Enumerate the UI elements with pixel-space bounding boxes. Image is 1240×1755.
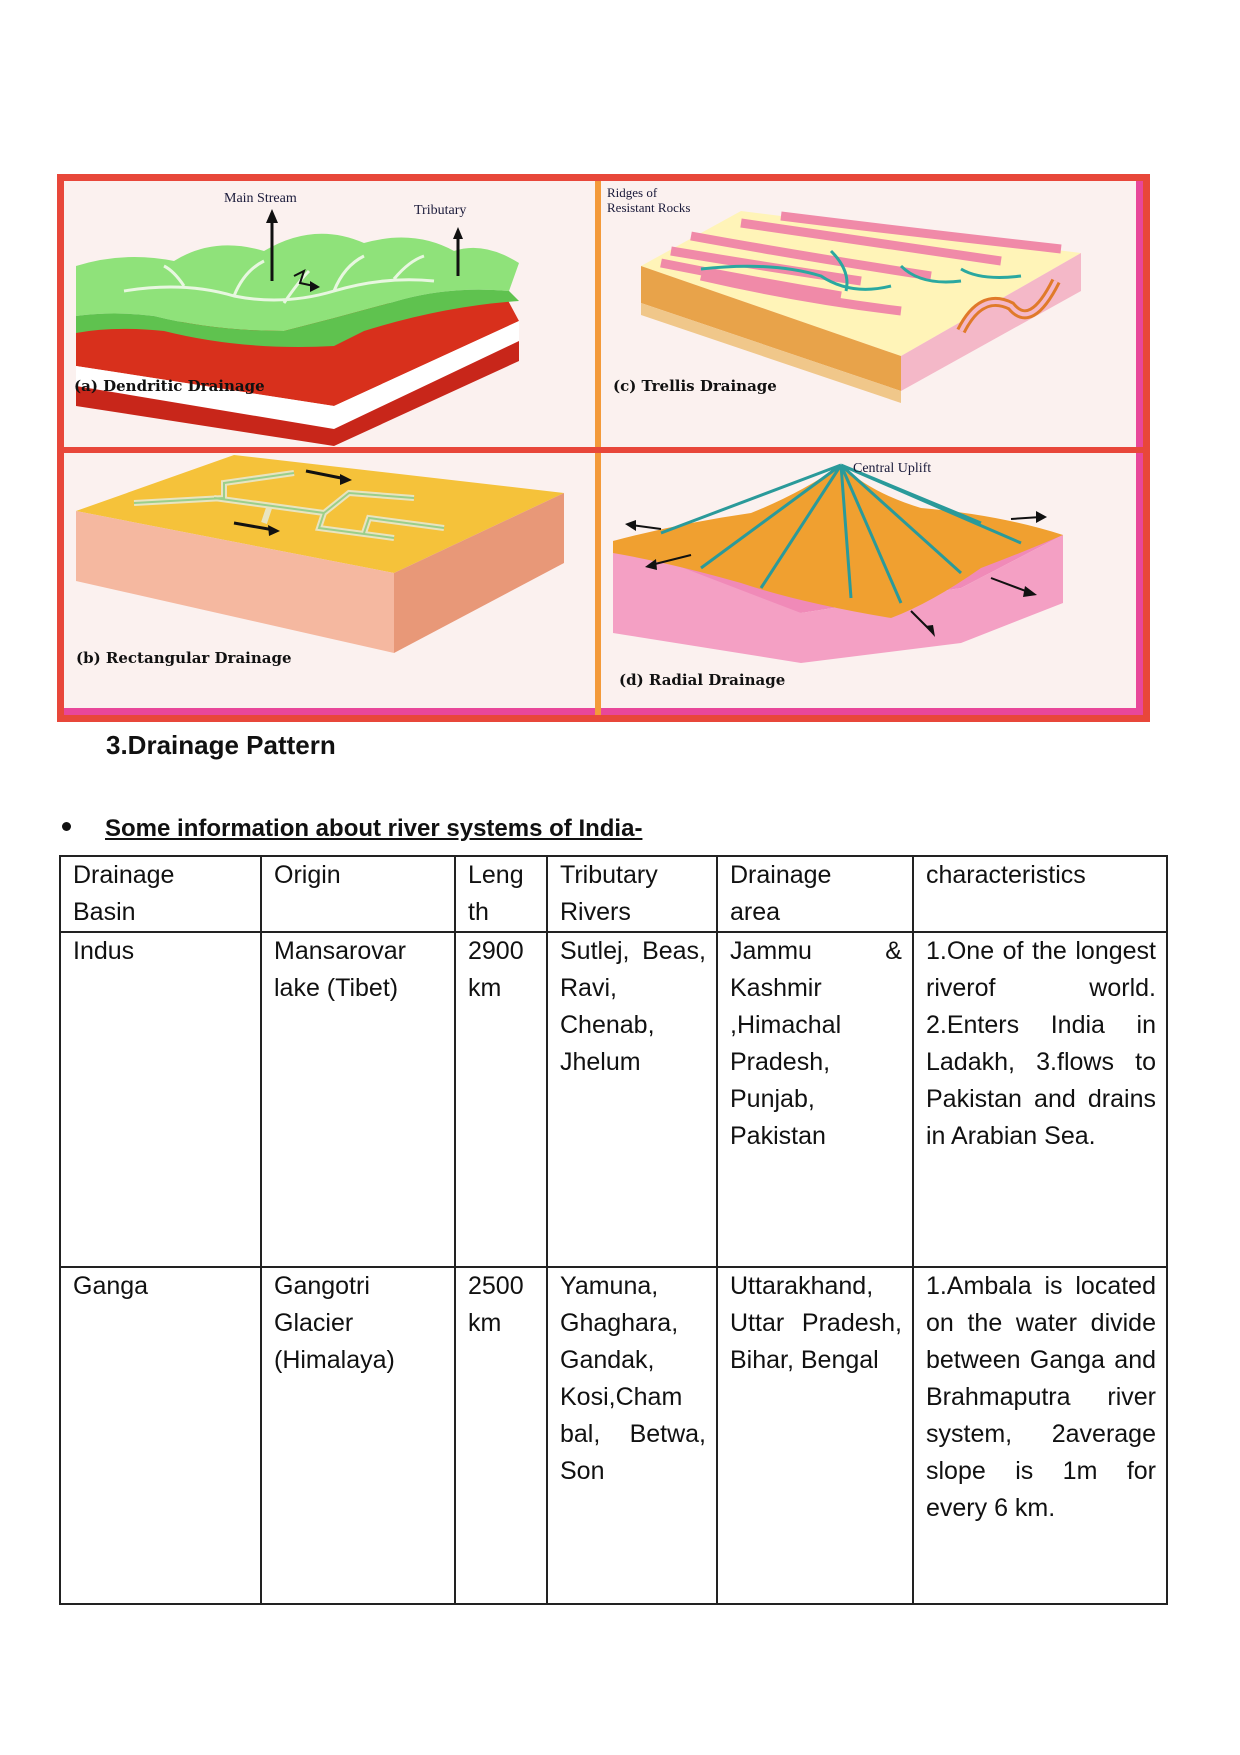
header-tributary-rivers: Tributary Rivers [547, 856, 717, 932]
bullet-icon [62, 822, 71, 831]
drainage-pattern-figure [57, 174, 1150, 722]
cell-basin: Indus [60, 932, 261, 1267]
cell-area: Jammu & Kashmir ,Himachal Pradesh, Punjab, Pakistan [717, 932, 913, 1267]
cell-characteristics: 1.One of the longest riverof world. 2.Enters India in Ladakh, 3.flows to Pakistan and drains in Arabian Sea. [913, 932, 1167, 1267]
panel-dendritic [64, 181, 595, 447]
trellis-illustration [601, 181, 1143, 447]
header-origin: Origin [261, 856, 455, 932]
table-row [60, 932, 1167, 1267]
river-systems-table [59, 855, 1168, 1605]
cell-characteristics: 1.Ambala is located on the water divide between Ganga and Brahmaputra river system, 2average slope is 1m for every 6 km. [913, 1267, 1167, 1604]
cell-length: 2900 km [455, 932, 547, 1267]
caption-dendritic: (a) Dendritic Drainage [74, 377, 265, 395]
header-drainage-basin: Drainage Basin [60, 856, 261, 932]
panel-trellis [601, 181, 1143, 447]
label-ridges-line1: Ridges of [607, 185, 658, 200]
figure-title: 3.Drainage Pattern [106, 730, 336, 760]
header-drainage-area: Drainage area [717, 856, 913, 932]
label-central-uplift: Central Uplift [853, 461, 932, 476]
dendritic-illustration [64, 181, 595, 447]
cell-area: Uttarakhand, Uttar Pradesh, Bihar, Bengal [717, 1267, 913, 1604]
caption-trellis: (c) Trellis Drainage [613, 377, 777, 395]
header-length: Leng th [455, 856, 547, 932]
label-ridges-line2: Resistant Rocks [607, 200, 691, 215]
table-row [60, 1267, 1167, 1604]
section-heading-text: Some information about river systems of India- [105, 815, 643, 842]
header-characteristics: characteristics [913, 856, 1167, 932]
label-tributary: Tributary [414, 203, 467, 218]
panel-rectangular [64, 453, 595, 715]
caption-radial: (d) Radial Drainage [619, 671, 786, 689]
rectangular-illustration [64, 453, 595, 715]
panel-radial [601, 453, 1143, 715]
label-main-stream: Main Stream [224, 191, 297, 206]
section-heading [62, 815, 642, 843]
cell-origin: Mansarovar lake (Tibet) [261, 932, 455, 1267]
cell-length: 2500 km [455, 1267, 547, 1604]
caption-rectangular: (b) Rectangular Drainage [76, 649, 292, 667]
cell-tributaries: Sutlej, Beas, Ravi, Chenab, Jhelum [547, 932, 717, 1267]
cell-basin: Ganga [60, 1267, 261, 1604]
cell-tributaries: Yamuna, Ghaghara, Gandak, Kosi,Cham bal, Betwa, Son [547, 1267, 717, 1604]
cell-origin: Gangotri Glacier (Himalaya) [261, 1267, 455, 1604]
table-header-row [60, 856, 1167, 932]
